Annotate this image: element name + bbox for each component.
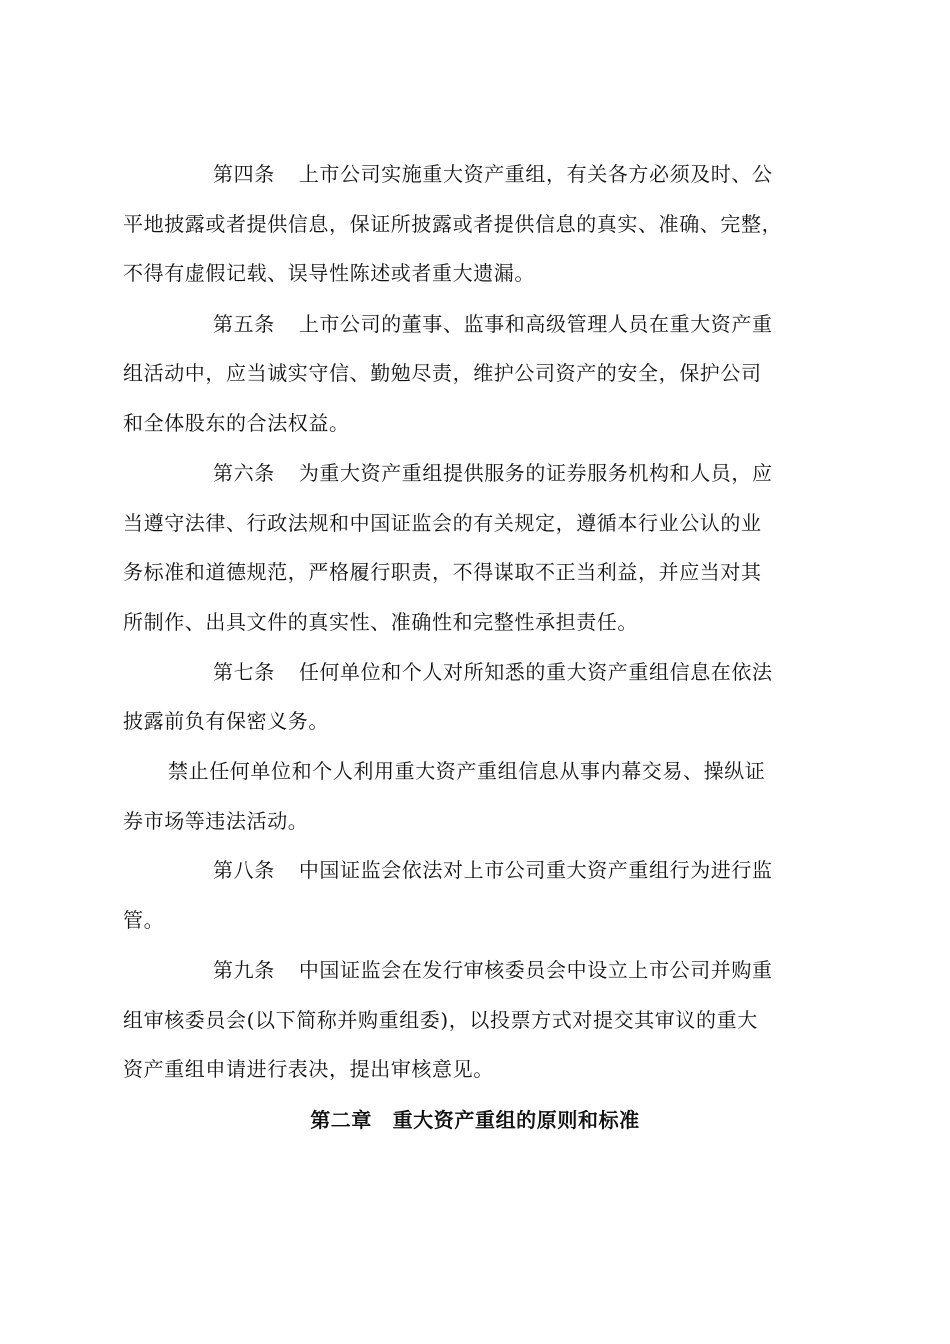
- article-7-number: 第七条: [213, 660, 275, 684]
- prohibition-line-1: 禁止任何单位和个人利用重大资产重组信息从事内幕交易、操纵证: [168, 759, 766, 783]
- article-4-number: 第四条: [213, 162, 275, 186]
- article-6-number: 第六条: [213, 461, 275, 485]
- article-6-line-3: 务标准和道德规范，严格履行职责，不得谋取不正当利益，并应当对其: [123, 560, 762, 584]
- article-6-line-1: [213, 459, 823, 487]
- article-6-line-4: 所制作、出具文件的真实性、准确性和完整性承担责任。: [123, 610, 638, 634]
- article-9-text: 中国证监会在发行审核委员会中设立上市公司并购重: [298, 958, 773, 982]
- article-4-text: 上市公司实施重大资产重组，有关各方必须及时、公: [298, 162, 773, 186]
- article-9-number: 第九条: [213, 958, 275, 982]
- article-5-text: 上市公司的董事、监事和高级管理人员在重大资产重: [298, 312, 773, 336]
- article-7-line-1: [213, 658, 823, 686]
- article-7-line-2: 披露前负有保密义务。: [123, 709, 329, 733]
- article-9-line-3: 资产重组申请进行表决，提出审核意见。: [123, 1057, 494, 1081]
- article-5-line-3: 和全体股东的合法权益。: [123, 411, 350, 435]
- article-4-line-1: [213, 160, 823, 188]
- article-8-text: 中国证监会依法对上市公司重大资产重组行为进行监: [298, 858, 773, 882]
- prohibition-line-2: 券市场等违法活动。: [123, 809, 309, 833]
- article-5-line-2: 组活动中，应当诚实守信、勤勉尽责，维护公司资产的安全，保护公司: [123, 361, 762, 385]
- chapter-heading: 第二章 重大资产重组的原则和标准: [310, 1108, 640, 1132]
- article-7-text: 任何单位和个人对所知悉的重大资产重组信息在依法: [298, 660, 773, 684]
- article-4-line-3: 不得有虚假记载、误导性陈述或者重大遗漏。: [123, 261, 535, 285]
- article-6-text: 为重大资产重组提供服务的证券服务机构和人员，应: [298, 461, 773, 485]
- article-4-line-2: 平地披露或者提供信息，保证所披露或者提供信息的真实、准确、完整，: [123, 212, 783, 236]
- article-8-line-2: 管。: [123, 908, 165, 932]
- article-6-line-2: 当遵守法律、行政法规和中国证监会的有关规定，遵循本行业公认的业: [123, 511, 762, 535]
- article-8-number: 第八条: [213, 858, 275, 882]
- article-5-line-1: [213, 310, 823, 338]
- article-9-line-2: 组审核委员会(以下简称并购重组委)，以投票方式对提交其审议的重大: [123, 1008, 758, 1032]
- article-8-line-1: [213, 856, 823, 884]
- article-9-line-1: [213, 956, 823, 984]
- article-5-number: 第五条: [213, 312, 275, 336]
